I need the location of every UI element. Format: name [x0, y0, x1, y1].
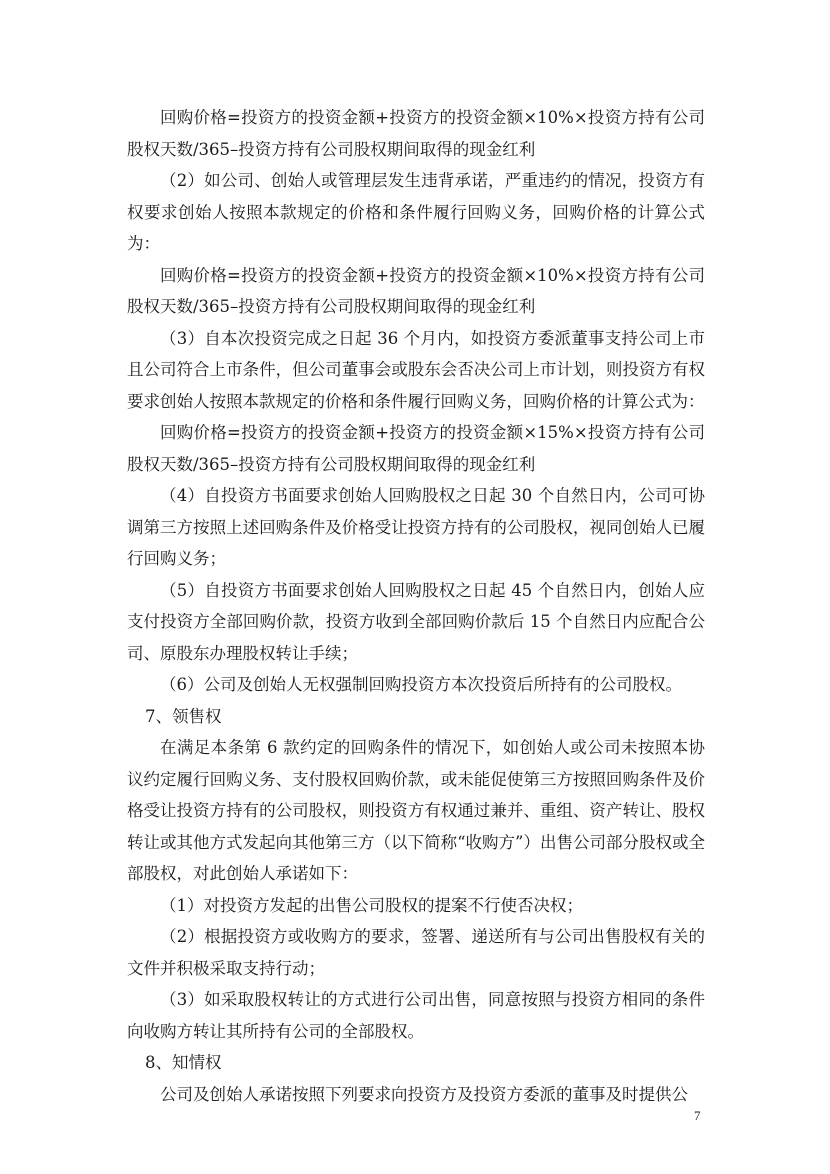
paragraph: （3）如采取股权转让的方式进行公司出售，同意按照与投资方相同的条件向收购方转让其所持有公司的全部股权。	[127, 990, 705, 1041]
paragraph: 回购价格=投资方的投资金额+投资方的投资金额×10%×投资方持有公司股权天数/365–投资方持有公司股权期间取得的现金红利	[127, 265, 705, 316]
paragraph: 回购价格=投资方的投资金额+投资方的投资金额×10%×投资方持有公司股权天数/365–投资方持有公司股权期间取得的现金红利	[127, 108, 705, 159]
paragraph: 公司及创始人承诺按照下列要求向投资方及投资方委派的董事及时提供公	[160, 1084, 688, 1104]
section-heading: 8、知情权	[145, 1053, 222, 1072]
document-body	[127, 102, 705, 1110]
paragraph: （4）自投资方书面要求创始人回购股权之日起 30 个自然日内，公司可协调第三方按照上述回购条件及价格受让投资方持有的公司股权，视同创始人已履行回购义务；	[127, 486, 705, 568]
paragraph: 在满足本条第 6 款约定的回购条件的情况下，如创始人或公司未按照本协议约定履行回购义务、支付股权回购价款，或未能促使第三方按照回购条件及价格受让投资方持有的公司股权，则投资方有权通过兼并、重组、资产转让、股权转让或其他方式发起向其他第三方（以下简称“收购方”）出售公司部分股权或全部股权，对此创始人承诺如下：	[127, 738, 705, 883]
paragraph: （3）自本次投资完成之日起 36 个月内，如投资方委派董事支持公司上市且公司符合上市条件，但公司董事会或股东会否决公司上市计划，则投资方有权要求创始人按照本款规定的价格和条件履行回购义务，回购价格的计算公式为：	[127, 328, 705, 411]
paragraph: （2）根据投资方或收购方的要求，签署、递送所有与公司出售股权有关的文件并积极采取支持行动；	[127, 927, 705, 978]
paragraph: （5）自投资方书面要求创始人回购股权之日起 45 个自然日内，创始人应支付投资方全部回购价款，投资方收到全部回购价款后 15 个自然日内应配合公司、原股东办理股权转让手续；	[127, 580, 705, 663]
paragraph: （2）如公司、创始人或管理层发生违背承诺，严重违约的情况，投资方有权要求创始人按照本款规定的价格和条件履行回购义务，回购价格的计算公式为：	[127, 171, 705, 253]
paragraph: （6）公司及创始人无权强制回购投资方本次投资后所持有的公司股权。	[160, 675, 682, 694]
section-heading: 7、领售权	[145, 706, 222, 726]
paragraph: 回购价格=投资方的投资金额+投资方的投资金额×15%×投资方持有公司股权天数/365–投资方持有公司股权期间取得的现金红利	[127, 423, 705, 474]
paragraph: （1）对投资方发起的出售公司股权的提案不行使否决权；	[160, 895, 583, 915]
page-number: 7	[694, 1108, 701, 1123]
